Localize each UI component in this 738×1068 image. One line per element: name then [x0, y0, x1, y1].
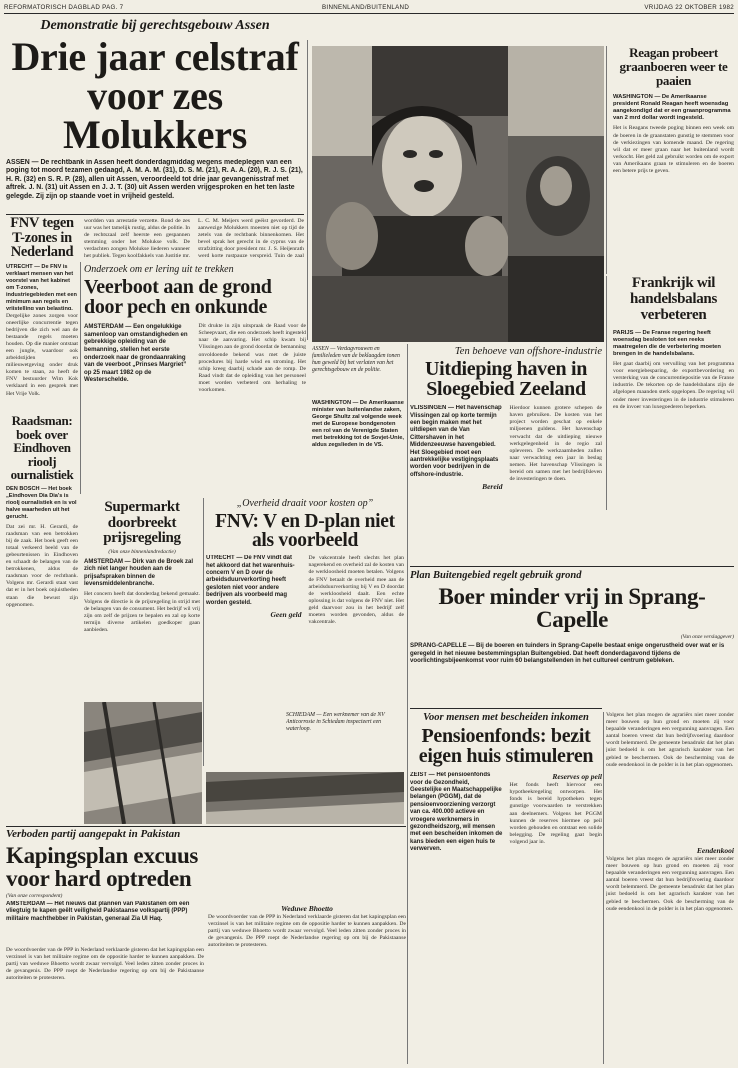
headline: Pensioenfonds: bezit eigen huis stimuleren	[418, 725, 594, 767]
article-raadsman	[6, 414, 78, 704]
byline: (Van onze correspondent)	[6, 893, 63, 900]
photo-schiedam-image	[84, 702, 202, 824]
masthead-left: REFORMATORISCH DAGBLAD PAG. 7	[4, 4, 124, 11]
column-rule	[203, 498, 204, 766]
kicker: Plan Buitengebied regelt gebruik grond	[410, 570, 582, 581]
lead-text: AMSTERDAM — Dirk van de Broek zal zich niet langer houden aan de prijsafspraken binnen de levensmiddelenbranche.	[84, 558, 194, 587]
body-text: Hierdoor kunnen grotere schepen de haven gebruiken. De kosten van het project worden geschat op enkele miljoenen guldens. Het havenschap verwacht dat de uitdieping nieuwe werkgelegenheid in de regio zal opleveren. De werkzaamheden zullen naar verwachting een jaar in beslag nemen. Het havenschap Vlissingen is bereid om samen met het bedrijfsleven de investeringen te doen.	[509, 405, 602, 483]
article-molukkers	[6, 18, 304, 218]
article-boer-cont	[606, 712, 734, 1064]
lead-text: WASHINGTON — De Amerikaanse president Ronald Reagan heeft woensdag aangekondigd dat er een graanprogramma van 2 mrd dollar wordt ingesteld.	[613, 94, 731, 122]
lead-text: ASSEN — De rechtbank in Assen heeft donderdagmiddag wegens medeplegen van een poging tot moord tezamen gedaagd, A. M. A. M. (31), D. S. M. (21), R. A. A. (20), R. J. S. (21), H. R. (32) en S. R. P. (28), allen uit Assen, veroordeeld tot drie jaar gevangenisstraf met aftrek. J. N. (31) uit Assen en J. J. T. (30) uit Assen werden vrijgesproken en het ten laste gelegde. Zij zijn op staande voet in vrijheid gesteld.	[6, 158, 303, 200]
headline: Supermarkt doorbreekt prijsregeling	[103, 500, 181, 547]
body-text: De woordvoerder van de PPP in Nederland verklaarde gisteren dat het kapingsplan een verzinsel is van het militaire regime om de oppositie harder te kunnen aanpakken. De partij van weduwe Bhoetto wordt zwaar vervolgd. Veel leden zitten zonder proces in de gevangenis. De PPP roept de Nederlandse regering op om bij de Pakistaanse autoriteiten te protesteren.	[6, 947, 204, 982]
article-supermarkt	[84, 500, 200, 700]
byline: (Van onze binnenlandredactie)	[108, 548, 176, 555]
column-rule	[307, 40, 308, 340]
subhead: Weduwe Bhoetto	[281, 904, 333, 913]
body-text: De vakcentrale heeft slechts het plan nagerekend en overheid zal de kosten van de werkloosheid moeten betalen. Volgens de FNV betaalt de overheid mee aan de arbeidsduurverkorting bij V en D doordat de werkloosheid daalt. Een echte oplossing is dat volgens de FNV niet. Het geld daarvoor zou in het bedrijf zelf moeten worden gevonden, aldus de vakcentrale.	[308, 555, 404, 626]
kicker: Ten behoeve van offshore-industrie	[454, 346, 602, 357]
lead-text: VLISSINGEN — Het havenschap Vlissingen zal op korte termijn een begin maken met het uitdiepen van de Van Cittershaven in het Middenzeeuwse havengebied. Het Sloegebied moet een aantrekkelijke vestigingsplaats worden voor bedrijven in de offshore-industrie.	[410, 405, 502, 478]
lead-text: SPRANG-CAPELLE — Bij de boeren en tuinders in Sprang-Capelle bestaat enige ongerustheid over wat er is geregeld in het nieuwe bestemmingsplan Buitengebied. Dat heeft donderdagavond tijdens de voorlichtingsbijeenkomst voor ruim 60 belangstellenden in het cultureel centrum gebleken.	[410, 642, 725, 665]
washington-note	[312, 400, 404, 466]
article-boer	[410, 570, 734, 710]
article-pakistan-cont	[208, 828, 406, 1064]
headline: Boer minder vrij in Sprang-Capelle	[438, 584, 706, 632]
photo-demonstration	[312, 46, 508, 342]
subhead: Eendenkooi	[696, 846, 734, 855]
article-fnv-tzones	[6, 216, 78, 412]
photo-schiedam-right-image	[206, 772, 404, 824]
body-text-cont: Volgens het plan mogen de agrariërs niet meer zonder meer bouwen op hun grond en moeten zij voor bepaalde veranderingen een vergunning aanvragen. Een aantal boeren vreest dat hun bedrijfsvoering daardoor wordt belemmerd. De gemeente benadrukt dat het plan juist bedoeld is om het agrarisch karakter van het gebied te beschermen. Ook de bescherming van de oude eendenkooi in de polder is in het plan opgenomen.	[606, 856, 734, 912]
headline: Reagan probeert graanboeren weer te paaien	[619, 46, 728, 89]
photo-demonstration-image	[312, 46, 508, 342]
section-rule	[6, 826, 406, 827]
section-rule	[6, 214, 304, 215]
kicker: „Overheid draait voor kosten op”	[236, 498, 374, 509]
body-text: Volgens het plan mogen de agrariërs niet meer zonder meer bouwen op hun grond en moeten zij voor bepaalde veranderingen een vergunning aanvragen. Een aantal boeren vreest dat hun bedrijfsvoering daardoor wordt belemmerd. De gemeente benadrukt dat het plan juist bedoeld is om het agrarisch karakter van het gebied te beschermen. Ook de bescherming van de oude eendenkooi in de polder is in het plan opgenomen.	[606, 712, 734, 768]
headline: Uitdieping haven in Sloegebied Zeeland	[424, 358, 588, 400]
article-pensioen	[410, 712, 602, 1064]
body-text: Het gaat daarbij om vervulling van het programma voor energiebesparing, de exportbevordering en versterking van de concurrentiepositie van de Franse industrie. De tekorten op de handelsbalans zijn de afgelopen maanden sterk opgelopen. De regering wil onder meer investeringen in de industrie stimuleren en de invoer van luxegoederen beperken.	[613, 361, 734, 410]
article-reagan	[606, 46, 734, 274]
kicker: Verboden partij aangepakt in Pakistan	[6, 828, 181, 840]
masthead	[4, 2, 734, 14]
masthead-right: VRIJDAG 22 OKTOBER 1982	[644, 4, 734, 11]
subhead: Bereid	[482, 482, 503, 492]
photo2-caption-box	[286, 712, 404, 768]
byline: (Van onze verslaggever)	[680, 634, 734, 641]
column-rule	[407, 344, 408, 1064]
headline: FNV tegen T-zones in Nederland	[10, 216, 74, 260]
photo-caption-box	[312, 346, 404, 404]
kicker: Voor mensen met bescheiden inkomen	[423, 712, 589, 723]
photo-demonstration-right	[508, 46, 604, 342]
headline-line-2: voor zes Molukkers	[63, 73, 247, 158]
masthead-center: BINNENLAND/BUITENLAND	[322, 4, 410, 11]
headline-line-1: Drie jaar celstraf	[11, 34, 299, 79]
headline: Raadsman: boek over Eindhoven rioolj ournalistiek	[10, 414, 74, 483]
body-text: Het is Reagans tweede poging binnen een week om de boeren in de graanstaten gunstig te stemmen voor de verkiezingen van komende maand. De regering wil dat er meer graan naar het buitenland wordt verkocht. Het geld zal gebruikt worden om de export van Amerikaans graan te stimuleren en de boeren een betere prijs te geven.	[613, 125, 734, 175]
lead-text: PARIJS — De Franse regering heeft woensdag besloten tot een reeks maatregelen die de verbetering moeten brengen in de handelsbalans.	[613, 329, 721, 357]
kicker: Onderzoek om er lering uit te trekken	[84, 264, 234, 275]
washington-lead: WASHINGTON — De Amerikaanse minister van buitenlandse zaken, George Shultz zal volgende week met de Europese bondgenoten een rol van de Verenigde Staten met betrekking tot de Sovjet-Unie, aldus zegslieden in de VS.	[312, 400, 404, 448]
lead-text: UTRECHT — De FNV vindt dat het akkoord dat het warenhuis-concern V en D over de arbeidsduurverkorting heeft gesloten niet voor andere bedrijven als voorbeeld mag worden gesteld.	[206, 555, 295, 606]
section-rule	[410, 708, 602, 709]
lead-text: DEN BOSCH — Het boek „Eindhoven Dia Dia's is rioolj ournalistiek en is vol halve waarheden uit het gerucht.	[6, 485, 77, 520]
lead-text: AMSTERDAM — Een ongelukkige samenloop van omstandigheden en gebrekkige opleiding van de bemanning, stellen het eerste onderzoek naar de grondaanraking van de veerboot „Prinses Margriet” op 25 maart 1982 op de Westerschelde.	[84, 323, 188, 384]
article-veerboot	[84, 264, 306, 496]
photo-demonstration-right-image	[508, 46, 604, 342]
lead-text: ZEIST — Het pensioenfonds voor de Gezondheid, Geestelijke en Maatschappelijke belangen (PGGM), dat de pensioenvoorziening verzorgt van ca. 400.000 actieve en vroegere werknemers in gezondheidszorg, wil mensen met een bescheiden inkomen de kans bieden een eigen huis te verwerven.	[410, 772, 503, 853]
article-frankrijk	[606, 276, 734, 510]
kicker: Demonstratie bij gerechtsgebouw Assen	[40, 18, 270, 33]
body-text: Dat zei mr. H. Gerardi, de raadsman van een betrokken bij de zaak. Het boek geeft een totaal verkeerd beeld van de gebeurtenissen in Eindhoven en schaadt de belangen van de betrokkenen, aldus de raadsman voor de rechtbank. Volgens mr. Gerardi staat vast dat er in het boek onjuistheden staan die bewust zijn opgenomen.	[6, 523, 78, 608]
columns	[84, 323, 306, 496]
subhead: Geen geld	[270, 610, 302, 620]
photo-caption: ASSEN — Verdagvrouwen en familieleden van de beklaagden tonen hun geweld bij het verlaten van het gerechtsgebouw en de politie.	[312, 346, 400, 373]
body-text: Dergelijke zones zorgen voor oneerlijke concurrentie tegen bedrijven die zich wel aan de bestaande regels moeten houden. Op die manier ontstaat een jungle, waardoor ook arbeidstijden en milieuwetgeving onder druk komen te staan, zo heeft de FNV bestuurder Wim Kok verklaard in een gesprek met Het Vrije Volk.	[6, 312, 78, 397]
headline: Kapingsplan excuus voor hard optreden	[6, 843, 199, 891]
photo-schiedam	[84, 702, 202, 824]
article-pakistan	[6, 828, 204, 1064]
molukkers-body: wordden van arrestatie verzette. Rond de zes uur was het tamelijk rustig, aldus de politie. In de rechtszaal zelf heerste een gespannen stemming onder het Molukse volk. De verdachten zongen Molukse liederen wanneer het publiek. Tegen koolfakkels van Justitie mr. L. C. M. Meijers werd geëist gevorderd. De aanwezige Molukkers moesten niet op tijd de zetels van de rechtbank binnenkomen. Het bevel sprak het gerecht in de cyprus van de strafzitting door president mr. J. S. Heijenrath werd korte rustpauze verspreid. Tuin de zaal	[84, 218, 304, 260]
body-text: Dit drukte in zijn uitspraak de Raad voor de Scheepvaart, die een onderzoek heeft ingesteld naar de aanvaring. Het schip kwam bij Vlissingen aan de grond doordat de bemanning onvoldoende bekend was met de juiste procedures bij harde wind en stroming. Het schip kreeg daarbij schade aan de romp. De Raad vindt dat de opleiding van het personeel moet worden verbeterd om herhaling te voorkomen.	[198, 323, 306, 394]
column-rule	[80, 262, 81, 494]
headline: Frankrijk wil handelsbalans verbeteren	[630, 276, 717, 323]
subhead: Reserves op peil	[552, 772, 602, 782]
body-text: Het fonds heeft hiervoor een hypotheekregeling ontworpen. Het fonds is bereid hypotheken tegen gunstige voorwaarden te verstrekken aan deelnemers. Volgens het PGGM kunnen de reserves hiermee op peil worden gehouden en ontstaat een solide belegging. De regeling gaat begin volgend jaar in.	[509, 782, 602, 845]
section-rule	[410, 566, 734, 567]
lead-text: UTRECHT — De FNV is verklaart mensen van het voorstel van het kabinet om T-zones, industriegebieden met een minimum aan regels en vrijstelling van belasting,	[6, 263, 77, 310]
body-text-cont: De woordvoerder van de PPP in Nederland verklaarde gisteren dat het kapingsplan een verzinsel is van het militaire regime om de oppositie harder te kunnen aanpakken. De partij van weduwe Bhoetto wordt zwaar vervolgd. Veel leden zitten zonder proces in de gevangenis. De PPP roept de Nederlandse regering op om bij de Pakistaanse autoriteiten te protesteren.	[208, 914, 406, 949]
lead-text: AMSTERDAM — Het nieuws dat plannen van Pakistanen om een vliegtuig te kapen geëlt veiligheid Pakistaanse volkspartij (PPP) militaire machthebber in Pakistan, generaal Zia Ul Haq.	[6, 901, 190, 922]
headline: Veerboot aan de grond door pech en onkunde	[84, 276, 272, 318]
headline: FNV: V en D-plan niet als voorbeeld	[215, 511, 395, 552]
columns	[410, 772, 602, 1054]
body-text: Het concern heeft dat donderdag bekend gemaakt. Volgens de directie is de prijsregeling in strijd met de belangen van de consument. Het bedrijf wil vrij zijn om zelf de prijzen te bepalen en zal op korte termijn diverse artikelen goedkoper gaan aanbieden.	[84, 591, 200, 633]
photo-schiedam-right	[206, 772, 404, 824]
column-rule	[603, 712, 604, 1064]
photo-caption: SCHIEDAM — Een werknemer van de NV Anticorrosie in Schiedam inspecteert een waterloop.	[286, 712, 385, 732]
